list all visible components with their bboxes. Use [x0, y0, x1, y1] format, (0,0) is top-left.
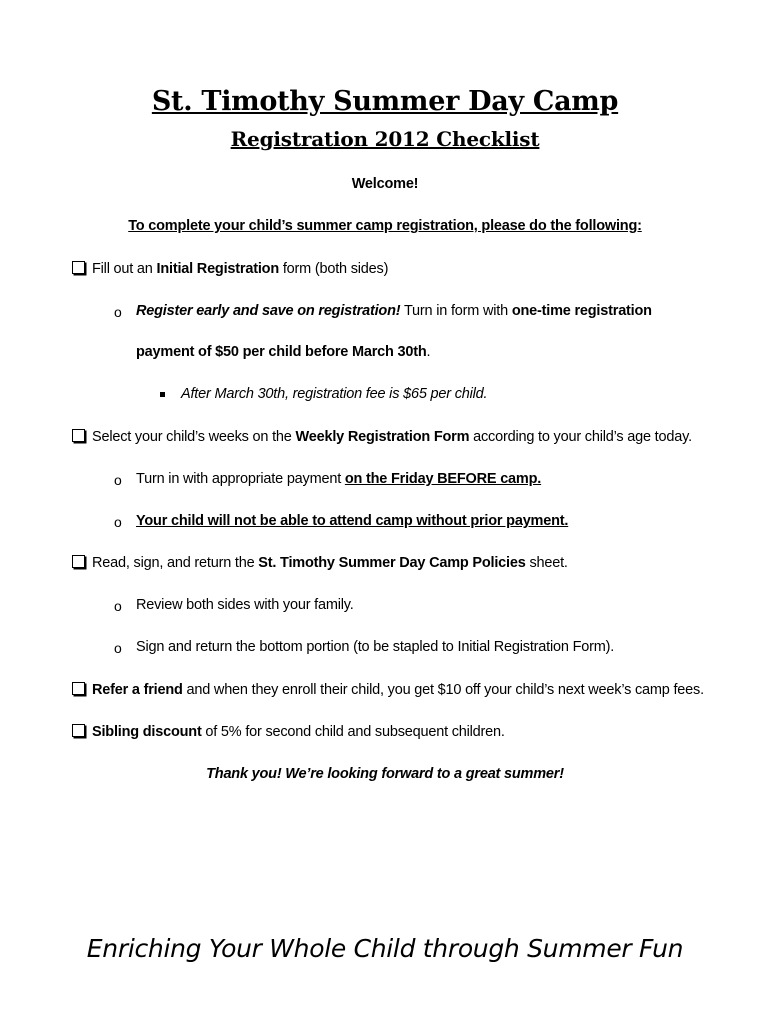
sub-item-payment-timing: Turn in with appropriate payment on the Friday BEFORE camp. [136, 471, 542, 487]
page-subtitle: Registration 2012 Checklist [230, 127, 540, 151]
checklist-item-weekly-registration: Select your child’s weeks on the Weekly Registration Form according to your child’s age today. [72, 429, 692, 445]
sub-bullet-marker: o [114, 304, 122, 320]
sub-item-sign-return: Sign and return the bottom portion (to be stapled to Initial Registration Form). [136, 639, 615, 655]
checklist-item-policies: Read, sign, and return the St. Timothy Summer Day Camp Policies sheet. [72, 555, 568, 571]
checklist-item-refer-friend: Refer a friend and when they enroll their child, you get $10 off your child’s next week’s camp fees. [72, 682, 704, 698]
closing-message: Thank you! We’re looking forward to a great summer! [206, 766, 564, 782]
late-fee-note: After March 30th, registration fee is $65 per child. [181, 386, 488, 402]
sub-item-review-sides: Review both sides with your family. [136, 597, 354, 613]
square-bullet-icon [160, 392, 165, 397]
checklist-item-sibling-discount: Sibling discount of 5% for second child and subsequent children. [72, 724, 505, 740]
checkbox-icon [72, 261, 85, 274]
welcome-text: Welcome! [351, 176, 419, 192]
page-title: St. Timothy Summer Day Camp [151, 86, 619, 117]
checklist-item-initial-registration: Fill out an Initial Registration form (both sides) [72, 261, 388, 277]
sub-bullet-marker: o [114, 640, 122, 656]
sub-item-prior-payment-warning: Your child will not be able to attend camp without prior payment. [136, 513, 569, 529]
checkbox-icon [72, 555, 85, 568]
instructions-heading: To complete your child’s summer camp registration, please do the following: [128, 218, 642, 234]
sub-bullet-marker: o [114, 472, 122, 488]
checkbox-icon [72, 724, 85, 737]
sub-bullet-marker: o [114, 514, 122, 530]
sub-item-register-early: Register early and save on registration! Turn in form with one-time registration [136, 303, 652, 319]
footer-tagline: Enriching Your Whole Child through Summer Fun [86, 934, 684, 963]
checkbox-icon [72, 429, 85, 442]
sub-item-register-early-cont: payment of $50 per child before March 30th. [136, 344, 431, 360]
checkbox-icon [72, 682, 85, 695]
sub-bullet-marker: o [114, 598, 122, 614]
